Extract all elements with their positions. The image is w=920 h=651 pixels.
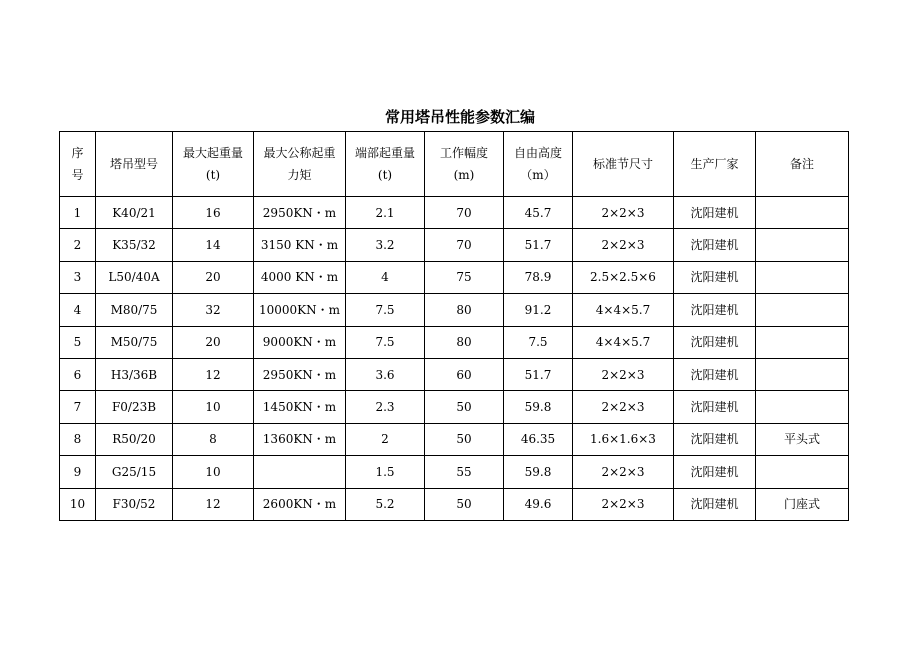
- cell-model: K35/32: [96, 229, 173, 261]
- cell-model: R50/20: [96, 423, 173, 455]
- header-cell-working-radius: 工作幅度 (m): [425, 132, 504, 197]
- header-cell-model: 塔吊型号: [96, 132, 173, 197]
- cell-section-size: 2×2×3: [573, 229, 674, 261]
- cell-working-radius: 50: [425, 488, 504, 520]
- cell-model: F0/23B: [96, 391, 173, 423]
- header-cell-max-load: 最大起重量 (t): [173, 132, 254, 197]
- cell-remarks: 平头式: [756, 423, 849, 455]
- cell-free-height: 51.7: [504, 358, 573, 390]
- cell-manufacturer: 沈阳建机: [674, 488, 756, 520]
- table-body: [60, 197, 849, 521]
- cell-section-size: 2×2×3: [573, 391, 674, 423]
- table-row: [60, 423, 849, 455]
- cell-max-load: 12: [173, 358, 254, 390]
- cell-free-height: 49.6: [504, 488, 573, 520]
- cell-working-radius: 70: [425, 197, 504, 229]
- cell-max-moment: 10000KN・m: [254, 294, 346, 326]
- cell-max-moment: 2950KN・m: [254, 358, 346, 390]
- table-row: [60, 229, 849, 261]
- cell-index: 2: [60, 229, 96, 261]
- cell-max-moment: 9000KN・m: [254, 326, 346, 358]
- cell-max-moment: 2950KN・m: [254, 197, 346, 229]
- cell-free-height: 78.9: [504, 261, 573, 293]
- cell-section-size: 2×2×3: [573, 456, 674, 488]
- cell-remarks: 门座式: [756, 488, 849, 520]
- table-row: [60, 391, 849, 423]
- cell-section-size: 2×2×3: [573, 358, 674, 390]
- cell-max-moment: [254, 456, 346, 488]
- cell-model: K40/21: [96, 197, 173, 229]
- cell-model: F30/52: [96, 488, 173, 520]
- cell-model: G25/15: [96, 456, 173, 488]
- cell-index: 5: [60, 326, 96, 358]
- cell-index: 1: [60, 197, 96, 229]
- cell-working-radius: 75: [425, 261, 504, 293]
- cell-section-size: 2.5×2.5×6: [573, 261, 674, 293]
- cell-max-load: 10: [173, 456, 254, 488]
- table-row: [60, 456, 849, 488]
- cell-index: 8: [60, 423, 96, 455]
- cell-working-radius: 80: [425, 294, 504, 326]
- cell-manufacturer: 沈阳建机: [674, 326, 756, 358]
- cell-manufacturer: 沈阳建机: [674, 294, 756, 326]
- cell-max-load: 12: [173, 488, 254, 520]
- cell-max-load: 16: [173, 197, 254, 229]
- cell-working-radius: 50: [425, 391, 504, 423]
- table-row: [60, 358, 849, 390]
- cell-index: 4: [60, 294, 96, 326]
- cell-tip-load: 7.5: [346, 294, 425, 326]
- cell-tip-load: 3.6: [346, 358, 425, 390]
- cell-section-size: 2×2×3: [573, 488, 674, 520]
- cell-tip-load: 7.5: [346, 326, 425, 358]
- cell-manufacturer: 沈阳建机: [674, 229, 756, 261]
- cell-index: 3: [60, 261, 96, 293]
- cell-index: 9: [60, 456, 96, 488]
- cell-model: H3/36B: [96, 358, 173, 390]
- cell-index: 7: [60, 391, 96, 423]
- cell-section-size: 4×4×5.7: [573, 326, 674, 358]
- cell-model: L50/40A: [96, 261, 173, 293]
- cell-manufacturer: 沈阳建机: [674, 197, 756, 229]
- cell-working-radius: 70: [425, 229, 504, 261]
- header-cell-remarks: 备注: [756, 132, 849, 197]
- cell-remarks: [756, 358, 849, 390]
- cell-working-radius: 60: [425, 358, 504, 390]
- cell-manufacturer: 沈阳建机: [674, 456, 756, 488]
- cell-max-load: 32: [173, 294, 254, 326]
- cell-tip-load: 4: [346, 261, 425, 293]
- cell-max-moment: 4000 KN・m: [254, 261, 346, 293]
- table-row: [60, 261, 849, 293]
- document-title: 常用塔吊性能参数汇编: [384, 108, 535, 126]
- cell-max-load: 10: [173, 391, 254, 423]
- cell-tip-load: 5.2: [346, 488, 425, 520]
- cell-remarks: [756, 197, 849, 229]
- cell-free-height: 7.5: [504, 326, 573, 358]
- cell-section-size: 1.6×1.6×3: [573, 423, 674, 455]
- cell-model: M50/75: [96, 326, 173, 358]
- cell-index: 6: [60, 358, 96, 390]
- cell-manufacturer: 沈阳建机: [674, 358, 756, 390]
- cell-section-size: 4×4×5.7: [573, 294, 674, 326]
- cell-remarks: [756, 326, 849, 358]
- header-cell-tip-load: 端部起重量 (t): [346, 132, 425, 197]
- cell-manufacturer: 沈阳建机: [674, 423, 756, 455]
- cell-free-height: 45.7: [504, 197, 573, 229]
- cell-max-load: 20: [173, 326, 254, 358]
- table-row: [60, 294, 849, 326]
- cell-free-height: 46.35: [504, 423, 573, 455]
- crane-spec-table: [59, 131, 849, 521]
- cell-max-load: 20: [173, 261, 254, 293]
- cell-index: 10: [60, 488, 96, 520]
- table-row: [60, 488, 849, 520]
- table-row: [60, 326, 849, 358]
- cell-free-height: 51.7: [504, 229, 573, 261]
- cell-tip-load: 2.1: [346, 197, 425, 229]
- cell-remarks: [756, 229, 849, 261]
- cell-model: M80/75: [96, 294, 173, 326]
- cell-section-size: 2×2×3: [573, 197, 674, 229]
- cell-max-load: 8: [173, 423, 254, 455]
- cell-working-radius: 55: [425, 456, 504, 488]
- cell-max-moment: 1360KN・m: [254, 423, 346, 455]
- header-cell-free-height: 自由高度 （m）: [504, 132, 573, 197]
- table-row: [60, 197, 849, 229]
- cell-max-moment: 3150 KN・m: [254, 229, 346, 261]
- cell-tip-load: 1.5: [346, 456, 425, 488]
- cell-free-height: 59.8: [504, 391, 573, 423]
- header-cell-index: 序 号: [60, 132, 96, 197]
- cell-max-moment: 2600KN・m: [254, 488, 346, 520]
- cell-manufacturer: 沈阳建机: [674, 391, 756, 423]
- cell-working-radius: 50: [425, 423, 504, 455]
- cell-working-radius: 80: [425, 326, 504, 358]
- cell-tip-load: 2: [346, 423, 425, 455]
- cell-tip-load: 2.3: [346, 391, 425, 423]
- cell-free-height: 91.2: [504, 294, 573, 326]
- cell-max-load: 14: [173, 229, 254, 261]
- table-header-row: [60, 132, 849, 197]
- cell-remarks: [756, 261, 849, 293]
- cell-remarks: [756, 456, 849, 488]
- cell-free-height: 59.8: [504, 456, 573, 488]
- cell-manufacturer: 沈阳建机: [674, 261, 756, 293]
- cell-remarks: [756, 294, 849, 326]
- cell-max-moment: 1450KN・m: [254, 391, 346, 423]
- header-cell-section-size: 标准节尺寸: [573, 132, 674, 197]
- cell-remarks: [756, 391, 849, 423]
- header-cell-manufacturer: 生产厂家: [674, 132, 756, 197]
- header-cell-max-moment: 最大公称起重 力矩: [254, 132, 346, 197]
- cell-tip-load: 3.2: [346, 229, 425, 261]
